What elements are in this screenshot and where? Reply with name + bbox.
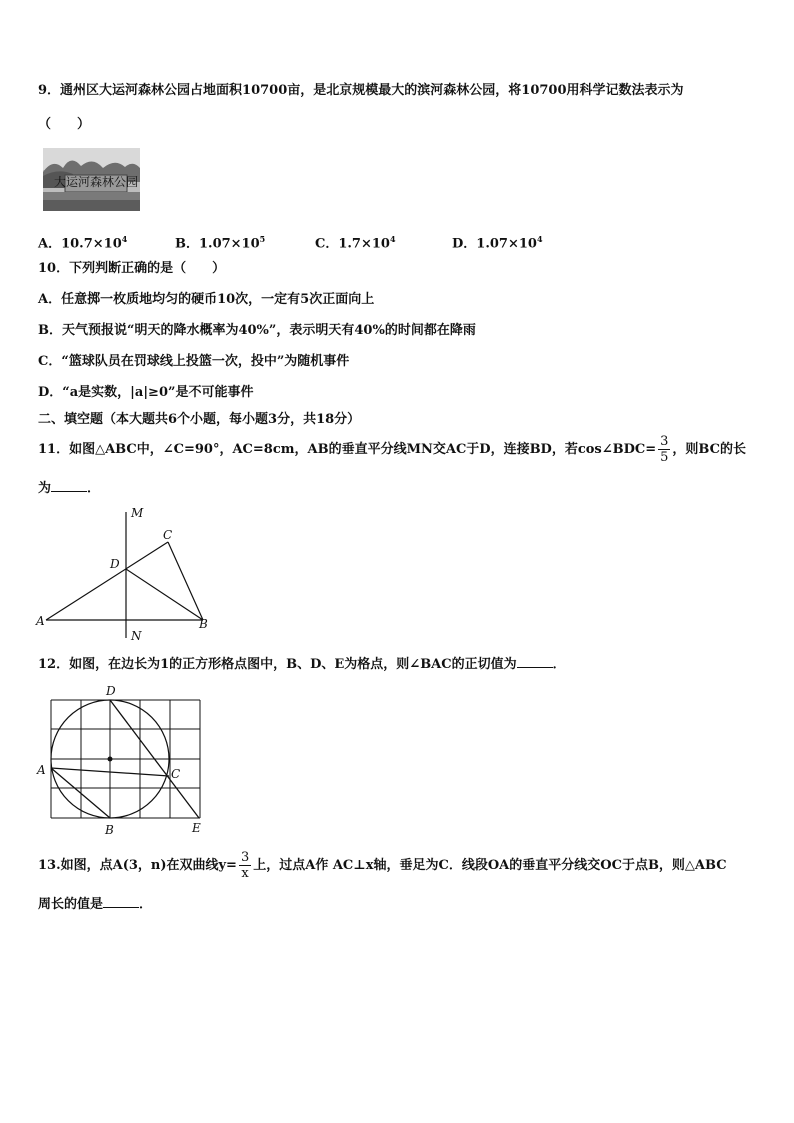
q9-park-sign-text: 大运河森林公园 — [53, 175, 139, 189]
q12-label-a: A — [37, 763, 46, 777]
q11-fraction: $\frac{3}{5}$ — [660, 434, 669, 465]
section-title-fill-in: 二、填空题（本大题共6个小题，每小题3分，共18分） — [38, 412, 361, 427]
q10-option-c: C．“篮球队员在罚球线上投篮一次，投中”为随机事件 — [38, 354, 350, 369]
q12-text: 12．如图，在边长为1的正方形格点图中，B、D、E为格点，则∠BAC的正切值为 ． — [38, 657, 566, 672]
q9-option-b: B．$1.07\times 10^5$ — [175, 234, 266, 252]
q11-figure — [30, 500, 220, 645]
q11-answer-blank — [51, 479, 87, 492]
q11-label-m: M — [131, 506, 144, 520]
q12-figure — [30, 682, 215, 838]
q11-label-n: N — [131, 629, 142, 643]
q9-answer-paren: （ ） — [38, 117, 91, 132]
q12-answer-blank — [517, 655, 553, 668]
q11-text: 11．如图△ABC中，∠C=90°，AC=8cm，AB的垂直平分线MN交AC于D，连接BD，若cos∠BDC= $\frac{3}{5}$ ，则BC的长 — [38, 434, 746, 465]
q13-line2: 周长的值是 ． — [38, 897, 153, 912]
q11-line2: 为 ． — [38, 481, 101, 496]
q13-fraction: $\frac{3}{x}$ — [240, 850, 250, 881]
q12-label-b: B — [105, 823, 114, 837]
q9-option-d: D．$1.07\times 10^4$ — [452, 234, 543, 252]
q13-text: 13.如图，点A(3，n)在双曲线y= $\frac{3}{x}$ 上，过点A作 AC⊥x轴，垂足为C．线段OA的垂直平分线交OC于点B，则△ABC — [38, 850, 727, 881]
q11-label-b: B — [199, 617, 208, 631]
q11-segment-ac — [46, 542, 168, 620]
q12-center-dot — [108, 757, 113, 762]
q11-label-a: A — [36, 614, 45, 628]
q9-text: 9．通州区大运河森林公园占地面积10700亩，是北京规模最大的滨河森林公园，将10700用科学记数法表示为 — [38, 83, 684, 98]
q11-label-d: D — [110, 557, 120, 571]
q10-option-a: A．任意掷一枚质地均匀的硬币10次，一定有5次正面向上 — [38, 292, 375, 307]
q12-label-d: D — [106, 684, 116, 698]
q10-option-d: D．“a是实数，|a|≥0”是不可能事件 — [38, 385, 254, 400]
q12-label-c: C — [171, 767, 181, 781]
q10-option-b: B．天气预报说“明天的降水概率为40%”，表示明天有40%的时间都在降雨 — [38, 323, 476, 338]
q12-label-e: E — [192, 821, 201, 835]
q9-option-a: A．$10.7\times 10^4$ — [38, 234, 128, 252]
q9-option-c: C．$1.7\times 10^4$ — [315, 234, 396, 252]
q10-text: 10．下列判断正确的是（ ） — [38, 261, 226, 276]
q11-label-c: C — [163, 528, 173, 542]
q9-park-photo — [43, 148, 140, 211]
q13-answer-blank — [103, 895, 139, 908]
